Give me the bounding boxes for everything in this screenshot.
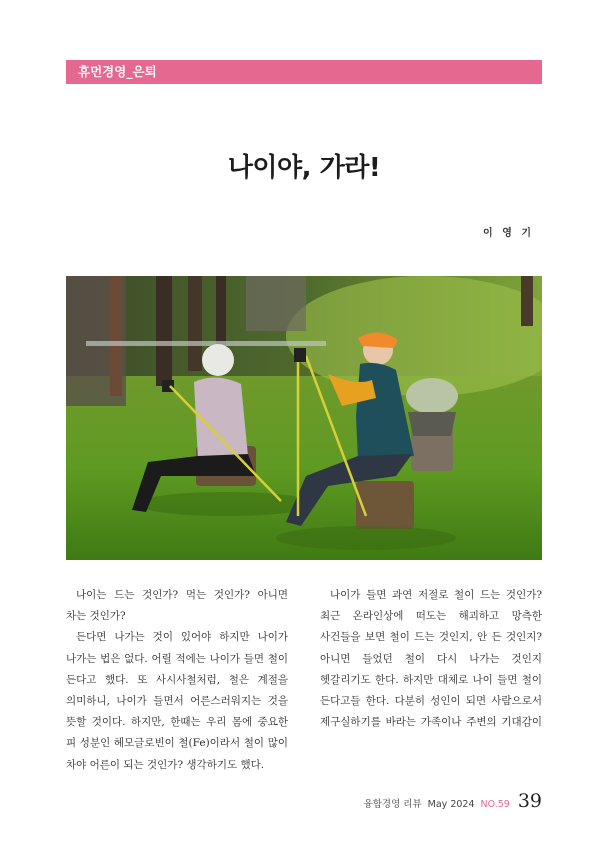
article-photo [66,276,542,560]
paragraph: 나이는 드는 것인가? 먹는 것인가? 아니면 차는 것인가? [66,589,288,623]
body-column-left [66,585,288,776]
issue-number: NO.59 [480,799,510,810]
body-column-right [320,585,542,732]
journal-name: 융합경영 리뷰 [363,799,422,810]
article-title: 나이야, 가라! [227,153,381,183]
author-name: 이 영 기 [483,228,534,239]
issue-date: May 2024 [427,799,475,810]
paragraph: 든다면 나가는 것이 있어야 하지만 나이가 나가는 법은 없다. 어릴 적에는 나이가 들면 철이 든다고 했다. 또 사시사철처럼, 철은 계절을 의미하니, 나이가 들면서 어른스러워지는 것을 뜻할 것이다. 하지만, 한때는 우리 몸에 중요한 피 성분인 헤모글로빈이 철(Fe)이라서 철이 많이 차야 어른이 되는 것인가? 생각하기도 했다. [66,631,288,771]
page-footer [364,790,542,812]
paragraph: 나이가 들면 과연 저절로 철이 드는 것인가? 최근 온라인상에 떠도는 해괴하고 망측한 사건들을 보면 철이 드는 것인지, 안 든 것인지? 아니면 들었던 철이 다시 나가는 것인지 헷갈리기도 한다. 하지만 대체로 나이 들면 철이 든다고들 한다. 다분히 성인이 되면 사람으로서 제구실하기를 바라는 가족이나 주변의 기대감이 [320,589,542,729]
photo-illustration [66,276,542,560]
section-banner: 휴먼경영_은퇴 [66,60,542,84]
page-number: 39 [517,790,542,812]
